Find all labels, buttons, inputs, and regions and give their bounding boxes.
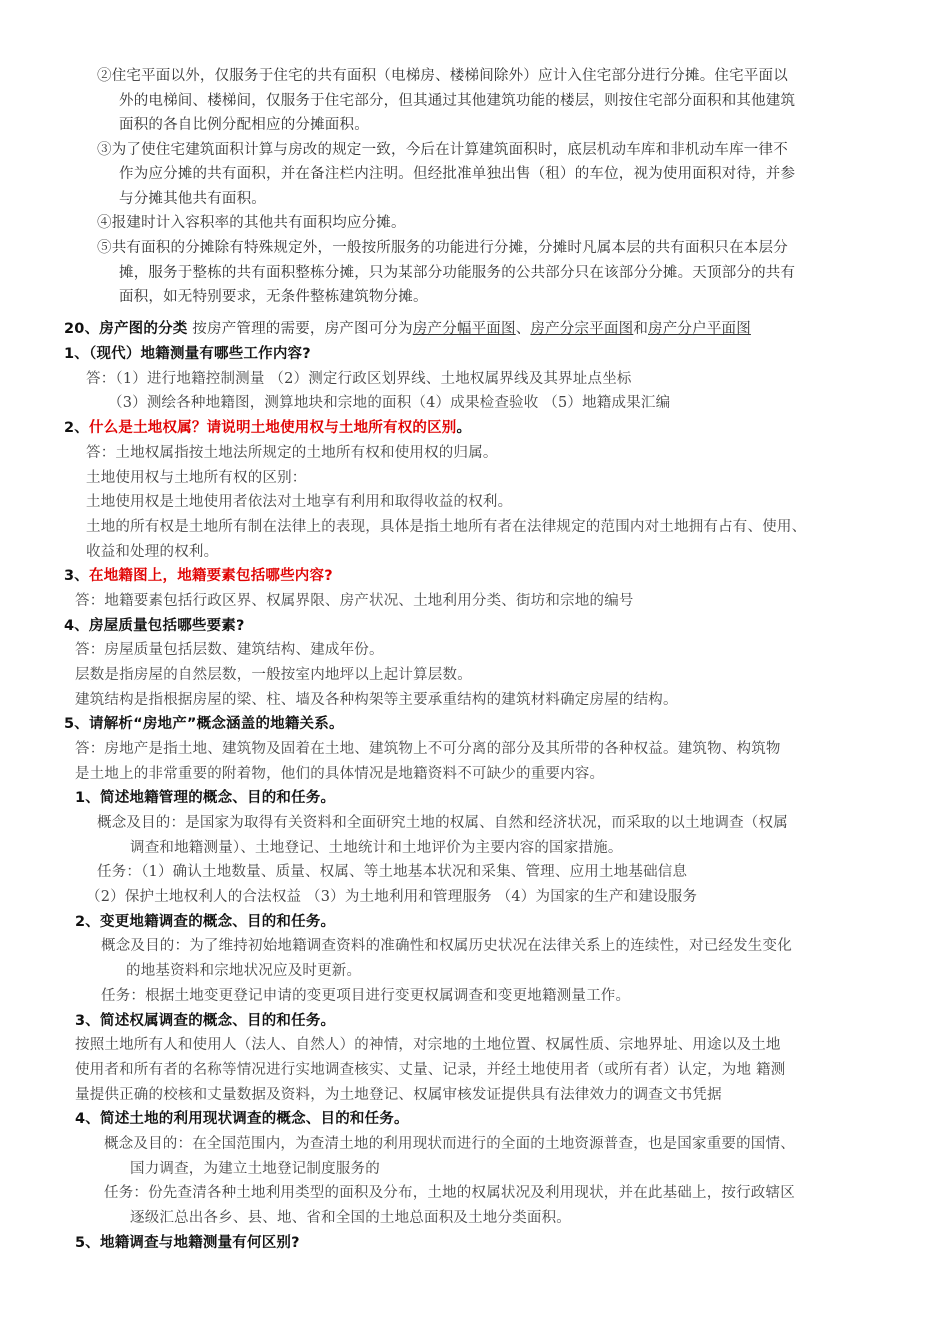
question-heading: 4、房屋质量包括哪些要素? [64,618,245,634]
section-20-line [64,317,751,341]
answer-line: 是土地上的非常重要的附着物，他们的具体情况是地籍资料不可缺少的重要内容。 [75,766,605,782]
answer-line: 土地的所有权是土地所有制在法律上的表现，具体是指土地所有者在法律规定的范围内对土地拥有占有、使用、 [86,519,807,535]
answer-line: 答：房地产是指土地、建筑物及固着在土地、建筑物上不可分离的部分及其所带的各种权益。建筑物、构筑物 [75,741,781,757]
answer-line: 任务：份先查清各种土地利用类型的面积及分布，土地的权属状况及利用现状，并在此基础上，按行政辖区 [104,1185,795,1201]
question-heading: 1、（现代）地籍测量有哪些工作内容? [64,346,311,362]
answer-line: 任务：根据土地变更登记申请的变更项目进行变更权属调查和变更地籍测量工作。 [101,988,631,1004]
paragraph-line: ⑤共有面积的分摊除有特殊规定外，一般按所服务的功能进行分摊，分摊时凡属本层的共有面积只在本层分 [97,240,788,256]
answer-line: 使用者和所有者的名称等情况进行实地调查核实、丈量、记录，并经土地使用者（或所有者）认定，为地 籍测 [75,1062,786,1078]
section-20-text: 按房产管理的需要，房产图可分为 [187,321,413,337]
paragraph-line: 面积的各自比例分配相应的分摊面积。 [119,117,369,133]
question-number: 3、 [64,568,89,584]
answer-line: 答：地籍要素包括行政区界、权属界限、房产状况、土地利用分类、街坊和宗地的编号 [75,593,634,609]
paragraph-line: ③为了使住宅建筑面积计算与房改的规定一致，今后在计算建筑面积时，底层机动车库和非机动车库一律不 [97,142,788,158]
question-end: 。 [456,420,472,436]
question-heading: 5、请解析“房地产”概念涵盖的地籍关系。 [64,716,344,732]
paragraph-line: 与分摊其他共有面积。 [119,191,266,207]
question-heading: 3、简述权属调查的概念、目的和任务。 [75,1013,336,1029]
answer-line: 答：房屋质量包括层数、建筑结构、建成年份。 [75,642,384,658]
answer-line: 概念及目的：在全国范围内，为查清土地的利用现状而进行的全面的土地资源普查，也是国家重要的国情、 [104,1136,795,1152]
question-heading: 5、地籍调查与地籍测量有何区别? [75,1235,300,1251]
link-floor-plan: 房产分幅平面图 [412,321,516,337]
paragraph-line: 作为应分摊的共有面积，并在备注栏内注明。但经批准单独出售（租）的车位，视为使用面积对待，并参 [119,166,796,182]
section-20-heading: 20、房产图的分类 [64,321,188,337]
paragraph-line: 摊，服务于整栋的共有面积整栋分摊，只为某部分功能服务的公共部分只在该部分分摊。天顶部分的共有 [119,265,796,281]
answer-line: 任务：（1）确认土地数量、质量、权属、等土地基本状况和采集、管理、应用土地基础信息 [97,864,688,880]
paragraph-line: 面积，如无特别要求，无条件整栋建筑物分摊。 [119,289,428,305]
paragraph-line: ④报建时计入容积率的其他共有面积均应分摊。 [97,215,406,231]
answer-line: 概念及目的：是国家为取得有关资料和全面研究土地的权属、自然和经济状况，而采取的以土地调查（权属 [97,815,788,831]
answer-line: 量提供正确的校核和丈量数据及资料，为土地登记、权属审核发证提供具有法律效力的调查文书凭据 [75,1087,722,1103]
answer-line: 概念及目的：为了维持初始地籍调查资料的准确性和权属历史状况在法律关系上的连续性，对已经发生变化 [101,938,792,954]
question-heading: 2、变更地籍调查的概念、目的和任务。 [75,914,336,930]
answer-line: 答：（1）进行地籍控制测量 （2）测定行政区划界线、土地权属界线及其界址点坐标 [86,371,632,387]
answer-line: 层数是指房屋的自然层数，一般按室内地坪以上起计算层数。 [75,667,472,683]
question-heading-highlight [64,564,333,588]
question-heading: 4、简述土地的利用现状调查的概念、目的和任务。 [75,1111,409,1127]
question-heading: 1、简述地籍管理的概念、目的和任务。 [75,790,336,806]
answer-line: （3）测绘各种地籍图，测算地块和宗地的面积（4）成果检查验收 （5）地籍成果汇编 [108,395,671,411]
answer-line: 逐级汇总出各乡、县、地、省和全国的土地总面积及土地分类面积。 [130,1210,571,1226]
question-text: 什么是土地权属？请说明土地使用权与土地所有权的区别 [89,420,457,436]
answer-line: 按照土地所有人和使用人（法人、自然人）的神情，对宗地的土地位置、权属性质、宗地界址、用途以及土地 [75,1037,781,1053]
question-text: 在地籍图上，地籍要素包括哪些内容? [89,568,333,584]
paragraph-line: ②住宅平面以外，仅服务于住宅的共有面积（电梯房、楼梯间除外）应计入住宅部分进行分摊。住宅平面以 [97,68,788,84]
answer-line: 调查和地籍测量）、土地登记、土地统计和土地评价为主要内容的国家措施。 [130,840,623,856]
answer-line: （2）保护土地权利人的合法权益 （3）为土地利用和管理服务 （4）为国家的生产和建设服务 [86,889,698,905]
link-parcel-plan: 房产分宗平面图 [530,321,634,337]
answer-line: 答：土地权属指按土地法所规定的土地所有权和使用权的归属。 [86,445,498,461]
separator: 和 [633,321,649,337]
question-heading-highlight [64,416,471,440]
separator: 、 [515,321,531,337]
question-number: 2、 [64,420,89,436]
answer-line: 收益和处理的权利。 [86,544,219,560]
answer-line: 土地使用权是土地使用者依法对土地享有利用和取得收益的权利。 [86,494,513,510]
answer-line: 建筑结构是指根据房屋的梁、柱、墙及各种构架等主要承重结构的建筑材料确定房屋的结构。 [75,692,678,708]
link-household-plan: 房产分户平面图 [648,321,751,337]
paragraph-line: 外的电梯间、楼梯间，仅服务于住宅部分，但其通过其他建筑功能的楼层，则按住宅部分面积和其他建筑 [119,93,796,109]
answer-line: 的地基资料和宗地状况应及时更新。 [126,963,362,979]
answer-line: 土地使用权与土地所有权的区别： [86,470,307,486]
answer-line: 国力调查，为建立土地登记制度服务的 [130,1161,380,1177]
